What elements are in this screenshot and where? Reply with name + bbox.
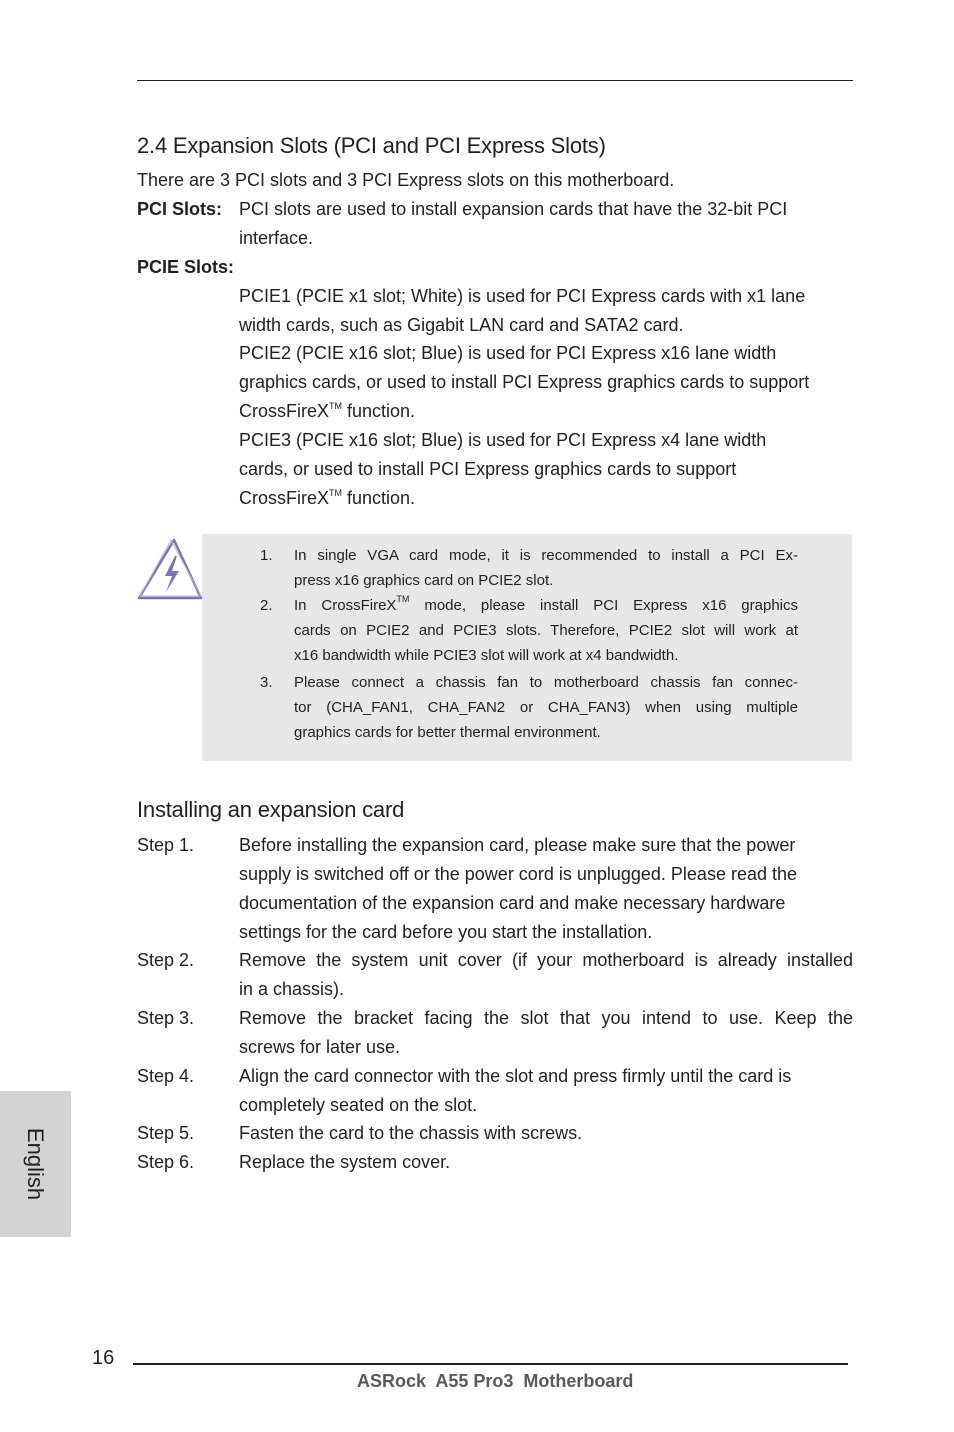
intro-text: There are 3 PCI slots and 3 PCI Express slots on this motherboard. [137, 170, 675, 190]
note-line: press x16 graphics card on PCIE2 slot. [294, 572, 554, 589]
pci-slots-line-1: PCI slots are used to install expansion cards that have the 32-bit PCI [239, 199, 788, 219]
note-line: In single VGA card mode, it is recommended to install a PCI Ex- [294, 547, 798, 564]
warning-icon [137, 538, 203, 602]
note-line [294, 593, 798, 618]
step-text [239, 1119, 853, 1148]
pci-slots-line-2: interface. [239, 228, 314, 248]
bottom-rule [133, 1363, 848, 1365]
step-label: Step 6. [137, 1152, 195, 1172]
step-line: supply is switched off or the power cord is unplugged. Please read the [239, 864, 797, 884]
note-item [260, 593, 820, 668]
pcie3-line-3 [239, 484, 415, 513]
step-text [239, 831, 853, 947]
step-text [239, 1148, 853, 1177]
step-line: settings for the card before you start the installation. [239, 922, 653, 942]
note-line: x16 bandwidth while PCIE3 slot will work at x4 bandwidth. [294, 647, 679, 664]
crossfirex-text: CrossFireX [239, 401, 330, 421]
pcie-slots-label: PCIE Slots: [137, 257, 235, 277]
trademark-mark: TM [329, 401, 343, 411]
step-line: screws for later use. [239, 1037, 401, 1057]
pcie3-line-2: cards, or used to install PCI Express graphics cards to support [239, 459, 737, 479]
install-heading: Installing an expansion card [137, 797, 405, 822]
note-line-post: mode, please install PCI Express x16 graphics [409, 597, 799, 614]
language-side-tab [0, 1091, 71, 1237]
section-heading: 2.4 Expansion Slots (PCI and PCI Express Slots) [137, 133, 606, 158]
top-rule [137, 80, 853, 81]
note-line-pre: In CrossFireX [294, 597, 397, 614]
pcie1-line-2: width cards, such as Gigabit LAN card and SATA2 card. [239, 315, 684, 335]
function-text: function. [342, 488, 416, 508]
function-text: function. [342, 401, 416, 421]
pcie2-line-2: graphics cards, or used to install PCI Express graphics cards to support [239, 372, 810, 392]
note-number: 3. [260, 674, 273, 691]
crossfirex-text: CrossFireX [239, 488, 330, 508]
pcie2-line-1: PCIE2 (PCIE x16 slot; Blue) is used for PCI Express x16 lane width [239, 343, 777, 363]
pcie2-line-3 [239, 397, 415, 426]
footer-text: ASRock A55 Pro3 Motherboard [357, 1371, 634, 1391]
trademark-mark: TM [329, 488, 343, 498]
step-label: Step 5. [137, 1123, 195, 1143]
note-number: 2. [260, 597, 273, 614]
step-line: Align the card connector with the slot and press firmly until the card is [239, 1066, 792, 1086]
step-line: Replace the system cover. [239, 1152, 451, 1172]
note-item [260, 670, 820, 745]
step-text [239, 946, 853, 1004]
note-number: 1. [260, 547, 273, 564]
note-text [294, 593, 798, 668]
note-line: tor (CHA_FAN1, CHA_FAN2 or CHA_FAN3) when using multiple [294, 699, 798, 716]
note-box [202, 534, 852, 761]
page-number: 16 [92, 1347, 115, 1369]
step-text [239, 1062, 853, 1120]
pcie1-line-1: PCIE1 (PCIE x1 slot; White) is used for PCI Express cards with x1 lane [239, 286, 806, 306]
step-label: Step 1. [137, 835, 195, 855]
note-line: cards on PCIE2 and PCIE3 slots. Therefore, PCIE2 slot will work at [294, 622, 798, 639]
step-label: Step 4. [137, 1066, 195, 1086]
step-line: completely seated on the slot. [239, 1095, 478, 1115]
step-line: Remove the bracket facing the slot that you intend to use. Keep the [239, 1008, 853, 1028]
step-line: documentation of the expansion card and make necessary hardware [239, 893, 786, 913]
pci-slots-label: PCI Slots: [137, 199, 223, 219]
note-item [260, 543, 820, 593]
note-text [294, 670, 798, 745]
step-text [239, 1004, 853, 1062]
trademark-mark: TM [396, 594, 410, 604]
note-line: Please connect a chassis fan to motherboard chassis fan connec- [294, 674, 798, 691]
step-line: Fasten the card to the chassis with screws. [239, 1123, 583, 1143]
language-label: English [23, 1127, 48, 1201]
step-label: Step 2. [137, 950, 195, 970]
pcie3-line-1: PCIE3 (PCIE x16 slot; Blue) is used for PCI Express x4 lane width [239, 430, 767, 450]
step-line: in a chassis). [239, 979, 345, 999]
step-label: Step 3. [137, 1008, 195, 1028]
note-text [294, 543, 798, 593]
step-line: Remove the system unit cover (if your motherboard is already installed [239, 950, 853, 970]
step-line: Before installing the expansion card, please make sure that the power [239, 835, 796, 855]
note-line: graphics cards for better thermal environment. [294, 724, 601, 741]
